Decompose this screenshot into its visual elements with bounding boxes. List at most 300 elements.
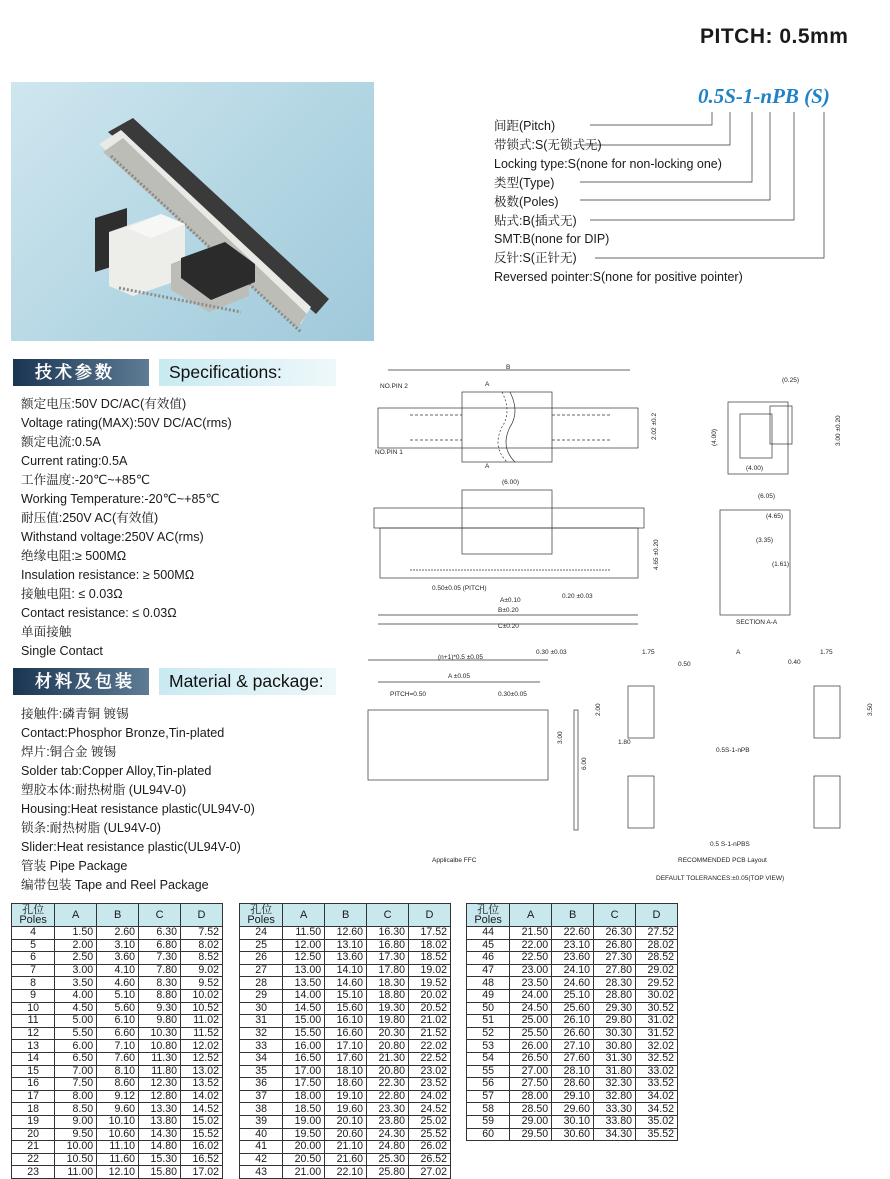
table-cell: 3.60 xyxy=(97,952,139,965)
part-number: 0.5S-1-nPB (S) xyxy=(698,84,830,108)
table-cell: 21.02 xyxy=(409,1015,451,1028)
table-row xyxy=(467,1115,678,1128)
table-cell: 8.60 xyxy=(97,1078,139,1091)
table-cell: 16.00 xyxy=(283,1040,325,1053)
table-cell: 17.60 xyxy=(325,1052,367,1065)
pcb-npb: 0.5S-1-nPB xyxy=(716,747,750,754)
table-cell: 28.60 xyxy=(552,1078,594,1091)
table-cell: 17.30 xyxy=(367,952,409,965)
table-cell: 29 xyxy=(240,989,283,1002)
table-cell: 20.50 xyxy=(283,1153,325,1166)
table-cell: 25.50 xyxy=(510,1027,552,1040)
table-cell: 8.50 xyxy=(55,1103,97,1116)
table-cell: 29.60 xyxy=(552,1103,594,1116)
table-cell: 26.60 xyxy=(552,1027,594,1040)
technical-drawing xyxy=(350,360,890,890)
table-cell: 28 xyxy=(240,977,283,990)
dim-020: 0.20 ±0.03 xyxy=(562,593,593,600)
material-item: 编带包装 Tape and Reel Package xyxy=(21,878,209,892)
ffc-drawing xyxy=(368,649,588,864)
table-cell: 16.02 xyxy=(181,1141,223,1154)
pcb-040: 0.40 xyxy=(788,659,801,666)
table-cell: 14.30 xyxy=(139,1128,181,1141)
connector-illustration xyxy=(11,82,374,341)
table-cell: 21.30 xyxy=(367,1052,409,1065)
front-view xyxy=(374,479,660,630)
table-cell: 57 xyxy=(467,1090,510,1103)
table-row xyxy=(12,1153,223,1166)
material-header-en: Material & package: xyxy=(159,668,336,695)
table-cell: 8.52 xyxy=(181,952,223,965)
product-photo xyxy=(11,82,374,341)
table-row xyxy=(467,939,678,952)
table-cell: 9.52 xyxy=(181,977,223,990)
table-cell: 7.50 xyxy=(55,1078,97,1091)
page-title: PITCH: 0.5mm xyxy=(700,25,849,48)
table-row xyxy=(240,1078,451,1091)
table-cell: 9.02 xyxy=(181,964,223,977)
table-cell: 26.30 xyxy=(594,927,636,940)
table-cell: 5.10 xyxy=(97,989,139,1002)
table-cell: 25.00 xyxy=(510,1015,552,1028)
table-cell: 11.60 xyxy=(97,1153,139,1166)
table-cell: 39 xyxy=(240,1115,283,1128)
legend-item: Reversed pointer:S(none for positive pointer) xyxy=(494,270,743,285)
table-cell: 28.00 xyxy=(510,1090,552,1103)
table-cell: 28.10 xyxy=(552,1065,594,1078)
table-cell: 27.30 xyxy=(594,952,636,965)
table-cell: 55 xyxy=(467,1065,510,1078)
spec-header-cn: 技术参数 xyxy=(13,359,149,386)
table-cell: 34.02 xyxy=(636,1090,678,1103)
table-cell: 28.30 xyxy=(594,977,636,990)
table-cell: 20 xyxy=(12,1128,55,1141)
table-cell: 24.30 xyxy=(367,1128,409,1141)
table-cell: 33.30 xyxy=(594,1103,636,1116)
table-cell: 12.52 xyxy=(181,1052,223,1065)
table-cell: 9.80 xyxy=(139,1015,181,1028)
dim-a-bottom: A xyxy=(485,463,490,470)
table-row xyxy=(12,977,223,990)
table-cell: 27.60 xyxy=(552,1052,594,1065)
table-cell: 3.00 xyxy=(55,964,97,977)
table-cell: 13.60 xyxy=(325,952,367,965)
table-cell: 17.00 xyxy=(283,1065,325,1078)
table-cell: 4.50 xyxy=(55,1002,97,1015)
table-cell: 14 xyxy=(12,1052,55,1065)
pcb-a: A xyxy=(736,649,741,656)
table-cell: 19.60 xyxy=(325,1103,367,1116)
table-cell: 16.80 xyxy=(367,939,409,952)
table-cell: 9 xyxy=(12,989,55,1002)
table-cell: 12.00 xyxy=(283,939,325,952)
section-label: SECTION A-A xyxy=(736,619,778,626)
legend-item: SMT:B(none for DIP) xyxy=(494,232,610,247)
table-cell: 15.50 xyxy=(283,1027,325,1040)
table-cell: 53 xyxy=(467,1040,510,1053)
table-cell: 50 xyxy=(467,1002,510,1015)
table-cell: 18 xyxy=(12,1103,55,1116)
table-cell: 34 xyxy=(240,1052,283,1065)
table-cell: 19 xyxy=(12,1115,55,1128)
table-cell: 22.52 xyxy=(409,1052,451,1065)
table-cell: 2.60 xyxy=(97,927,139,940)
table-cell: 54 xyxy=(467,1052,510,1065)
table-cell: 33.02 xyxy=(636,1065,678,1078)
table-cell: 45 xyxy=(467,939,510,952)
table-cell: 47 xyxy=(467,964,510,977)
table-cell: 16.10 xyxy=(325,1015,367,1028)
table-cell: 22.60 xyxy=(552,927,594,940)
table-cell: 6 xyxy=(12,952,55,965)
table-cell: 5.50 xyxy=(55,1027,97,1040)
table-cell: 13 xyxy=(12,1040,55,1053)
table-cell: 11.52 xyxy=(181,1027,223,1040)
table-cell: 4.00 xyxy=(55,989,97,1002)
table-cell: 7.00 xyxy=(55,1065,97,1078)
dim-202: 2.02 ±0.2 xyxy=(651,412,658,440)
table-cell: 23.30 xyxy=(367,1103,409,1116)
table-row xyxy=(467,964,678,977)
table-row xyxy=(240,1015,451,1028)
legend-item: Locking type:S(none for non-locking one) xyxy=(494,156,722,171)
legend-item: 极数(Poles) xyxy=(494,194,559,209)
table-cell: 23.50 xyxy=(510,977,552,990)
table-row xyxy=(467,1065,678,1078)
table-cell: 6.00 xyxy=(55,1040,97,1053)
pcb-050: 0.50 xyxy=(678,661,691,668)
table-row xyxy=(12,989,223,1002)
material-item: 焊片:铜合金 镀锡 xyxy=(21,745,117,759)
table-cell: 26.02 xyxy=(409,1141,451,1154)
table-cell: 22.02 xyxy=(409,1040,451,1053)
table-row xyxy=(12,1002,223,1015)
table-cell: 16 xyxy=(12,1078,55,1091)
table-cell: 8.80 xyxy=(139,989,181,1002)
table-row xyxy=(240,1090,451,1103)
table-cell: 13.80 xyxy=(139,1115,181,1128)
table-row xyxy=(467,1015,678,1028)
table-cell: 25.60 xyxy=(552,1002,594,1015)
table-row xyxy=(467,1002,678,1015)
table-cell: 25.10 xyxy=(552,989,594,1002)
table-cell: 25 xyxy=(240,939,283,952)
table-cell: 17.02 xyxy=(181,1166,223,1179)
table-cell: 31.02 xyxy=(636,1015,678,1028)
table-cell: 35 xyxy=(240,1065,283,1078)
table-cell: 29.02 xyxy=(636,964,678,977)
table-cell: 24.60 xyxy=(552,977,594,990)
table-cell: 30.80 xyxy=(594,1040,636,1053)
table-cell: 58 xyxy=(467,1103,510,1116)
table-cell: 10 xyxy=(12,1002,55,1015)
table-row xyxy=(12,1090,223,1103)
table-cell: 25.80 xyxy=(367,1166,409,1179)
table-cell: 29.50 xyxy=(510,1128,552,1141)
table-cell: 23 xyxy=(12,1166,55,1179)
table-cell: 27.80 xyxy=(594,964,636,977)
material-header xyxy=(13,668,336,695)
table-cell: 18.50 xyxy=(283,1103,325,1116)
table-cell: 28.02 xyxy=(636,939,678,952)
table-cell: 22.80 xyxy=(367,1090,409,1103)
table-cell: 20.30 xyxy=(367,1027,409,1040)
table-cell: 13.30 xyxy=(139,1103,181,1116)
dim-b020: B±0.20 xyxy=(498,607,519,614)
pcb-npbs: 0.5 S-1-nPBS xyxy=(710,841,750,848)
table-cell: 10.02 xyxy=(181,989,223,1002)
table-cell: 7.60 xyxy=(97,1052,139,1065)
table-cell: 14.52 xyxy=(181,1103,223,1116)
table-cell: 17.10 xyxy=(325,1040,367,1053)
ffc-600: 6.00 xyxy=(581,757,588,770)
col-poles: 孔位 Poles xyxy=(12,904,55,927)
spec-item: 单面接触 xyxy=(21,625,72,639)
table-cell: 33.52 xyxy=(636,1078,678,1091)
table-cell: 15.52 xyxy=(181,1128,223,1141)
table-cell: 30 xyxy=(240,1002,283,1015)
col-d: D xyxy=(409,904,451,927)
table-row xyxy=(467,989,678,1002)
table-cell: 13.50 xyxy=(283,977,325,990)
table-cell: 22.30 xyxy=(367,1078,409,1091)
table-row xyxy=(240,1052,451,1065)
table-row xyxy=(240,1065,451,1078)
table-cell: 20.60 xyxy=(325,1128,367,1141)
table-cell: 16.52 xyxy=(181,1153,223,1166)
table-cell: 27.52 xyxy=(636,927,678,940)
dim-a-top: A xyxy=(485,381,490,388)
table-cell: 21.10 xyxy=(325,1141,367,1154)
table-cell: 14.50 xyxy=(283,1002,325,1015)
table-cell: 29.00 xyxy=(510,1115,552,1128)
table-cell: 28.52 xyxy=(636,952,678,965)
table-row xyxy=(12,1052,223,1065)
dim-025: (0.25) xyxy=(782,377,799,384)
col-d: D xyxy=(636,904,678,927)
table-cell: 29.52 xyxy=(636,977,678,990)
table-cell: 19.30 xyxy=(367,1002,409,1015)
table-cell: 17.52 xyxy=(409,927,451,940)
table-row xyxy=(12,1166,223,1179)
table-cell: 19.00 xyxy=(283,1115,325,1128)
table-cell: 32.80 xyxy=(594,1090,636,1103)
table-cell: 34.52 xyxy=(636,1103,678,1116)
table-cell: 17 xyxy=(12,1090,55,1103)
table-cell: 20.80 xyxy=(367,1065,409,1078)
table-cell: 15.02 xyxy=(181,1115,223,1128)
table-cell: 15.80 xyxy=(139,1166,181,1179)
table-cell: 30.30 xyxy=(594,1027,636,1040)
table-cell: 12.30 xyxy=(139,1078,181,1091)
table-cell: 17.50 xyxy=(283,1078,325,1091)
table-row xyxy=(240,927,451,940)
table-cell: 19.52 xyxy=(409,977,451,990)
table-cell: 24.50 xyxy=(510,1002,552,1015)
table-cell: 32.30 xyxy=(594,1078,636,1091)
col-poles: 孔位 Poles xyxy=(467,904,510,927)
table-row xyxy=(240,1153,451,1166)
pcb-175-b: 1.75 xyxy=(820,649,833,656)
section-view xyxy=(720,493,790,626)
table-cell: 12 xyxy=(12,1027,55,1040)
table-cell: 24.52 xyxy=(409,1103,451,1116)
spec-item: Working Temperature:-20℃~+85℃ xyxy=(21,492,220,506)
table-cell: 30.10 xyxy=(552,1115,594,1128)
table-cell: 15.60 xyxy=(325,1002,367,1015)
table-cell: 25.02 xyxy=(409,1115,451,1128)
table-cell: 31 xyxy=(240,1015,283,1028)
table-cell: 31.80 xyxy=(594,1065,636,1078)
table-cell: 6.80 xyxy=(139,939,181,952)
table-cell: 26.10 xyxy=(552,1015,594,1028)
pcb-caption: RECOMMENDED PCB Layout xyxy=(678,857,767,864)
table-cell: 13.52 xyxy=(181,1078,223,1091)
table-cell: 15.00 xyxy=(283,1015,325,1028)
table-cell: 21 xyxy=(12,1141,55,1154)
table-cell: 17.80 xyxy=(367,964,409,977)
table-cell: 33 xyxy=(240,1040,283,1053)
table-row xyxy=(240,1128,451,1141)
legend-item: 反针:S(正针无) xyxy=(494,251,577,266)
table-cell: 13.00 xyxy=(283,964,325,977)
table-cell: 3.50 xyxy=(55,977,97,990)
material-item: Contact:Phosphor Bronze,Tin-plated xyxy=(21,726,225,740)
table-cell: 8 xyxy=(12,977,55,990)
table-cell: 26.00 xyxy=(510,1040,552,1053)
spec-item: Single Contact xyxy=(21,644,103,658)
table-cell: 38 xyxy=(240,1103,283,1116)
part-number-legend xyxy=(494,117,743,287)
table-cell: 34.30 xyxy=(594,1128,636,1141)
dim-pitch: 0.50±0.05 (PITCH) xyxy=(432,585,487,592)
table-cell: 2.00 xyxy=(55,939,97,952)
table-row xyxy=(12,952,223,965)
table-row xyxy=(12,1078,223,1091)
table-row xyxy=(12,1103,223,1116)
table-cell: 11 xyxy=(12,1015,55,1028)
dimension-table-1 xyxy=(11,903,223,1179)
legend-item: 带锁式:S(无锁式无) xyxy=(494,137,602,152)
table-cell: 9.12 xyxy=(97,1090,139,1103)
table-cell: 9.00 xyxy=(55,1115,97,1128)
material-item: 塑胶本体:耐热树脂 (UL94V-0) xyxy=(21,783,187,797)
table-cell: 4.10 xyxy=(97,964,139,977)
dim-465: 4.65 ±0.20 xyxy=(653,539,660,570)
dim-600: (6.00) xyxy=(502,479,519,486)
table-cell: 59 xyxy=(467,1115,510,1128)
table-cell: 16.60 xyxy=(325,1027,367,1040)
dim-335: (3.35) xyxy=(756,537,773,544)
ffc-a: A ±0.05 xyxy=(448,673,471,680)
spec-item: 耐压值:250V AC(有效值) xyxy=(21,511,159,525)
table-cell: 32.02 xyxy=(636,1040,678,1053)
table-cell: 10.50 xyxy=(55,1153,97,1166)
table-cell: 24 xyxy=(240,927,283,940)
table-cell: 5.00 xyxy=(55,1015,97,1028)
dim-b: B xyxy=(506,364,511,371)
table-cell: 6.10 xyxy=(97,1015,139,1028)
top-view xyxy=(375,364,658,470)
table-row xyxy=(240,1166,451,1179)
table-cell: 27.50 xyxy=(510,1078,552,1091)
pcb-layout xyxy=(595,649,874,882)
table-cell: 60 xyxy=(467,1128,510,1141)
material-header-cn: 材料及包装 xyxy=(13,668,149,695)
table-cell: 32 xyxy=(240,1027,283,1040)
table-cell: 43 xyxy=(240,1166,283,1179)
col-a: A xyxy=(283,904,325,927)
table-cell: 25.52 xyxy=(409,1128,451,1141)
table-row xyxy=(240,977,451,990)
table-cell: 18.52 xyxy=(409,952,451,965)
col-a: A xyxy=(510,904,552,927)
table-cell: 11.00 xyxy=(55,1166,97,1179)
col-b: B xyxy=(552,904,594,927)
table-cell: 8.30 xyxy=(139,977,181,990)
table-cell: 12.02 xyxy=(181,1040,223,1053)
table-cell: 10.60 xyxy=(97,1128,139,1141)
table-cell: 14.10 xyxy=(325,964,367,977)
spec-header-en: Specifications: xyxy=(159,359,336,386)
legend-item: 类型(Type) xyxy=(494,175,555,190)
table-cell: 24.02 xyxy=(409,1090,451,1103)
table-cell: 1.50 xyxy=(55,927,97,940)
table-cell: 24.00 xyxy=(510,989,552,1002)
ffc-030: 0.30±0.05 xyxy=(498,691,527,698)
table-cell: 48 xyxy=(467,977,510,990)
table-cell: 7.10 xyxy=(97,1040,139,1053)
table-cell: 13.02 xyxy=(181,1065,223,1078)
table-cell: 30.52 xyxy=(636,1002,678,1015)
table-row xyxy=(467,1090,678,1103)
table-cell: 25.30 xyxy=(367,1153,409,1166)
table-cell: 10.30 xyxy=(139,1027,181,1040)
ffc-pitch: PITCH=0.50 xyxy=(390,691,426,698)
table-cell: 28.50 xyxy=(510,1103,552,1116)
table-row xyxy=(12,1141,223,1154)
table-cell: 9.50 xyxy=(55,1128,97,1141)
side-view xyxy=(711,377,842,474)
table-cell: 16.30 xyxy=(367,927,409,940)
material-item: Housing:Heat resistance plastic(UL94V-0) xyxy=(21,802,255,816)
table-cell: 5.60 xyxy=(97,1002,139,1015)
table-cell: 7 xyxy=(12,964,55,977)
table-cell: 10.52 xyxy=(181,1002,223,1015)
table-cell: 15.30 xyxy=(139,1153,181,1166)
table-row xyxy=(240,964,451,977)
table-cell: 12.10 xyxy=(97,1166,139,1179)
table-cell: 18.10 xyxy=(325,1065,367,1078)
table-cell: 22.50 xyxy=(510,952,552,965)
legend-item: 间距(Pitch) xyxy=(494,119,556,133)
table-cell: 18.00 xyxy=(283,1090,325,1103)
pcb-180: 1.80 xyxy=(618,739,631,746)
table-cell: 52 xyxy=(467,1027,510,1040)
table-row xyxy=(12,1027,223,1040)
col-poles: 孔位 Poles xyxy=(240,904,283,927)
spec-item: Insulation resistance: ≥ 500MΩ xyxy=(21,568,195,582)
table-cell: 32.52 xyxy=(636,1052,678,1065)
table-cell: 14.80 xyxy=(139,1141,181,1154)
table-cell: 35.02 xyxy=(636,1115,678,1128)
table-cell: 19.02 xyxy=(409,964,451,977)
label-no-pin2: NO.PIN 2 xyxy=(380,383,408,390)
table-row xyxy=(12,939,223,952)
dim-465b: (4.65) xyxy=(766,513,783,520)
table-row xyxy=(467,1027,678,1040)
ffc-caption: Applicalbe FFC xyxy=(432,857,477,864)
